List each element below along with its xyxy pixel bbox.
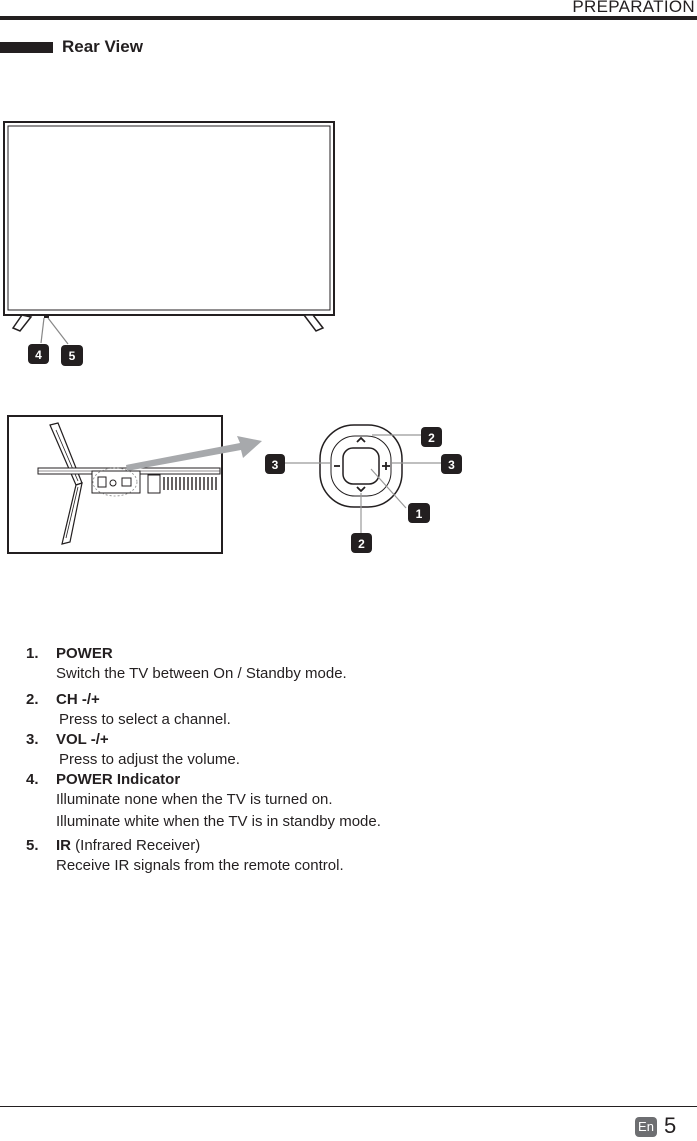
control-panel-illustration [0, 405, 470, 565]
callout-label: 4 [35, 348, 42, 362]
item-description: Illuminate none when the TV is turned on. [56, 791, 333, 808]
list-item-power-indicator [26, 770, 381, 832]
item-title: CH [56, 691, 78, 708]
callout-badge-3-left [265, 454, 285, 474]
item-number: 2. [26, 691, 39, 708]
item-title-suffix: -/+ [77, 691, 100, 708]
list-item-ir [26, 836, 381, 876]
item-number: 5. [26, 837, 39, 854]
callout-badge-4 [28, 344, 49, 364]
section-header-label: PREPARATION [572, 0, 695, 16]
item-description: Switch the TV between On / Standby mode. [56, 665, 347, 682]
item-title: VOL [56, 731, 87, 748]
item-title: POWER Indicator [56, 771, 181, 788]
callout-label: 3 [271, 458, 279, 472]
callout-label: 1 [415, 507, 423, 521]
language-badge: En [635, 1117, 657, 1137]
item-title: POWER [56, 645, 113, 662]
page-number: 5 [664, 1113, 677, 1138]
button-description-list [26, 644, 381, 876]
section-title: Rear View [62, 37, 143, 56]
callout-label: 5 [68, 349, 76, 363]
item-number: 4. [26, 771, 39, 788]
item-description: Illuminate white when the TV is in standby mode. [56, 813, 381, 830]
callout-badge-2-top [421, 427, 442, 447]
callout-badge-2-bottom [351, 533, 372, 553]
section-bar [0, 42, 53, 53]
item-number: 1. [26, 645, 39, 662]
callout-badge-3-right [441, 454, 462, 474]
callout-label: 3 [448, 458, 455, 472]
item-title: IR [56, 837, 71, 854]
callout-badge-1 [408, 503, 430, 523]
callout-badge-5 [61, 345, 83, 366]
callout-label: 2 [358, 537, 365, 551]
list-item-channel [26, 690, 381, 730]
list-item-volume [26, 730, 381, 770]
tv-front-illustration [0, 112, 360, 372]
callout-label: 2 [428, 431, 435, 445]
item-title-suffix: -/+ [86, 731, 109, 748]
footer-rule [0, 1106, 697, 1107]
item-description: Press to select a channel. [59, 711, 231, 728]
list-item-power [26, 644, 381, 684]
item-number: 3. [26, 731, 39, 748]
header-rule [0, 16, 697, 20]
item-title-suffix: (Infrared Receiver) [71, 837, 201, 854]
item-description: Press to adjust the volume. [59, 751, 240, 768]
item-description: Receive IR signals from the remote control. [56, 857, 344, 874]
